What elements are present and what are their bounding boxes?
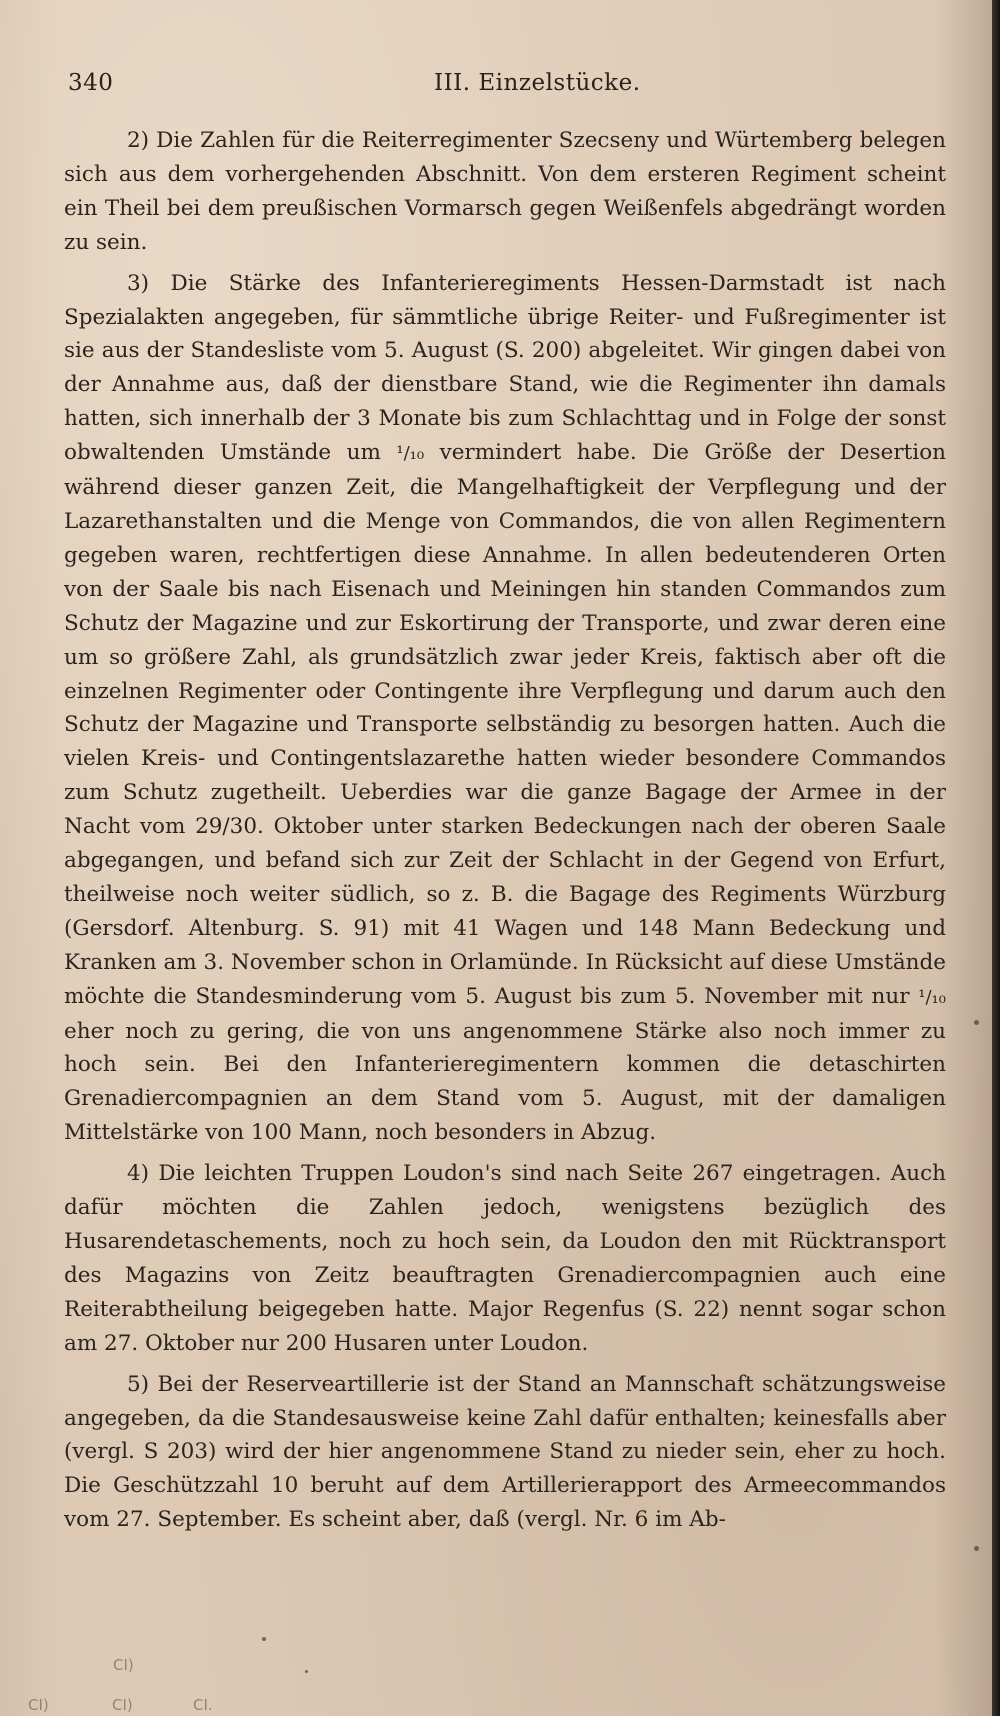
ink-speck: [974, 1546, 979, 1551]
fraction-one-tenth: ¹/₁₀: [396, 443, 425, 465]
running-head: III. Einzelstücke.: [434, 70, 641, 96]
paragraph-3-part-2: vermindert habe. Die Größe der Desertion während dieser ganzen Zeit, die Mangelhaftigkeit der Verpflegung und der Lazarethanstalten und die Menge von Commandos, die von allen Regimentern gegeben waren, rechtfertigen diese Annahme. In allen bedeutenderen Orten von der Saale bis nach Eisenach und Meiningen hin standen Commandos zum Schutz der Magazine und zur Eskortirung der Transporte, und zwar deren eine um so größere Zahl, als grundsätzlich zwar jeder Kreis, faktisch aber oft die einzelnen Regimenter oder Contingente ihre Verpflegung und darum auch den Schutz der Magazine und Transporte selbständig zu besorgen hatten. Auch die vielen Kreis- und Contingentslazarethe hatten wieder besondere Commandos zum Schutz zugetheilt. Ueberdies war die ganze Bagage der Armee in der Nacht vom 29/30. Oktober unter starken Bedeckungen nach der oberen Saale abgegangen, und befand sich zur Zeit der Schlacht in der Gegend von Erfurt, theilweise noch weiter südlich, so z. B. die Bagage des Regiments Würzburg (Gersdorf. Altenburg. S. 91) mit 41 Wagen und 148 Mann Bedeckung und Kranken am 3. November schon in Orlamünde. In Rücksicht auf diese Umstände möchte die Standesminderung vom 5. August bis zum 5. November mit nur: [64, 440, 946, 1009]
page-header: [64, 66, 944, 106]
ink-speck: [974, 1020, 979, 1025]
ink-speck: [305, 1670, 308, 1673]
ink-speck: [262, 1637, 266, 1641]
page-number: 340: [68, 70, 114, 96]
paragraph-3-part-1: 3) Die Stärke des Infanterieregiments Hessen-Darmstadt ist nach Spezialakten angegeben, für sämmtliche übrige Reiter- und Fußregimenter ist sie aus der Standesliste vom 5. August (S. 200) abgeleitet. Wir gingen dabei von der Annahme aus, daß der dienstbare Stand, wie die Regimenter ihn damals hatten, sich innerhalb der 3 Monate bis zum Schlachttag und in Folge der sonst obwaltenden Umstände um: [64, 270, 946, 466]
margin-mark: CI): [28, 1696, 49, 1714]
page-edge-shadow: [992, 0, 1000, 1716]
margin-mark: CI): [113, 1656, 134, 1674]
paragraph-4: 4) Die leichten Truppen Loudon's sind nach Seite 267 eingetragen. Auch dafür möchten die Zahlen jedoch, wenigstens bezüglich des Husarendetaschements, noch zu hoch sein, da Loudon den mit Rücktransport des Magazins von Zeitz beauftragten Grenadiercompagnien auch eine Reiterabtheilung beigegeben hatte. Major Regenfus (S. 22) nennt sogar schon am 27. Oktober nur 200 Husaren unter Loudon.: [64, 1161, 946, 1356]
body-text: [64, 124, 946, 1544]
paragraph-5: 5) Bei der Reserveartillerie ist der Stand an Mannschaft schätzungsweise angegeben, da die Standesausweise keine Zahl dafür enthalten; keinesfalls aber (vergl. S 203) wird der hier angenommene Stand zu nieder sein, eher zu hoch. Die Geschützzahl 10 beruht auf dem Artillerierapport des Armeecommandos vom 27. September. Es scheint aber, daß (vergl. Nr. 6 im Ab-: [64, 1371, 946, 1533]
margin-mark: CI.: [193, 1696, 213, 1714]
paragraph-2: 2) Die Zahlen für die Reiterregimenter Szecseny und Würtemberg belegen sich aus dem vorhergehenden Abschnitt. Von dem ersteren Regiment scheint ein Theil bei dem preußischen Vormarsch gegen Weißenfels abgedrängt worden zu sein.: [64, 128, 946, 255]
fraction-one-tenth: ¹/₁₀: [918, 986, 946, 1008]
paragraph-3: [64, 267, 946, 1151]
paragraph-3-part-3: eher noch zu gering, die von uns angenommene Stärke also noch immer zu hoch sein. Bei den Infanterieregimentern kommen die detaschirten Grenadiercompagnien an dem Stand vom 5. August, mit der damaligen Mittelstärke von 100 Mann, noch besonders in Abzug.: [64, 1018, 946, 1146]
margin-mark: CI): [112, 1696, 133, 1714]
